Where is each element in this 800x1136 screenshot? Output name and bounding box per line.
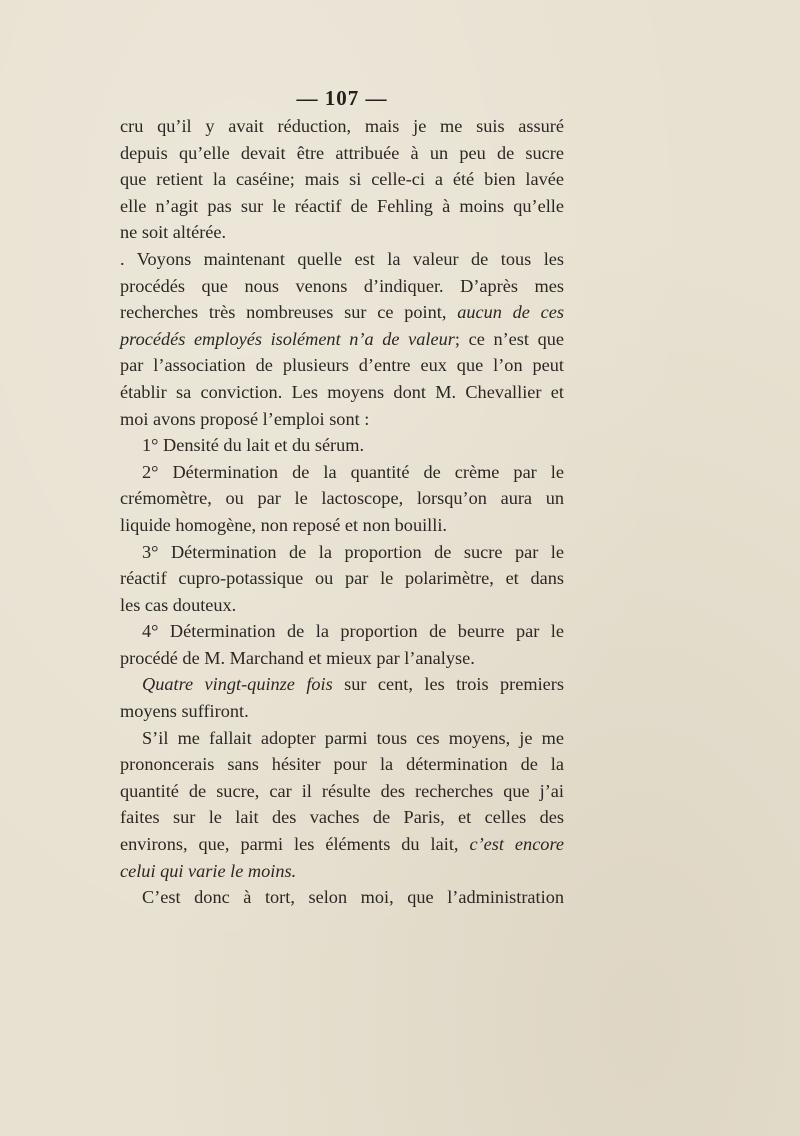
paragraph-start: C’est donc à tort, selon moi, que l’administration: [142, 887, 564, 908]
text-run: recherches très nombreuses sur ce point,: [120, 302, 447, 323]
text-line: [120, 326, 564, 353]
text-line: moyens suffiront.: [120, 701, 249, 722]
text-line: crémomètre, ou par le lactoscope, lorsqu’on aura un: [120, 488, 564, 509]
paragraph-start: . Voyons maintenant quelle est la valeur de tous les: [120, 248, 564, 269]
text-line: établir sa conviction. Les moyens dont M. Chevallier et: [120, 381, 564, 402]
text-line: cru qu’il y avait réduction, mais je me suis assuré: [120, 116, 564, 136]
text-line: elle n’agit pas sur le réactif de Fehling à moins qu’elle: [120, 195, 564, 216]
paragraph-start: S’il me fallait adopter parmi tous ces moyens, je me: [142, 727, 564, 748]
list-item-4: 4° Détermination de la proportion de beurre par le: [142, 621, 564, 642]
text-run: ; ce n’est que: [454, 328, 565, 349]
text-line: prononcerais sans hésiter pour la détermination de la: [120, 754, 564, 775]
text-line: liquide homogène, non reposé et non bouilli.: [120, 514, 447, 535]
page-number: — 107 —: [296, 86, 388, 110]
text-line: ne soit altérée.: [120, 222, 227, 243]
text-line: depuis qu’elle devait être attribuée à un peu de sucre: [120, 142, 564, 163]
list-item-1: 1° Densité du lait et du sérum.: [142, 435, 365, 456]
italic-run: celui qui varie le moins.: [120, 860, 297, 881]
text-line: les cas douteux.: [120, 594, 237, 615]
italic-run: Quatre vingt-quinze fois: [142, 674, 333, 695]
text-line: que retient la caséine; mais si celle-ci a été bien lavée: [120, 169, 564, 190]
text-line: [120, 299, 564, 326]
italic-run: procédés employés isolément n’a de valeur: [120, 328, 455, 349]
text-line: faites sur le lait des vaches de Paris, et celles des: [120, 807, 564, 828]
list-item-3: 3° Détermination de la proportion de sucre par le: [142, 541, 564, 562]
list-item-2: 2° Détermination de la quantité de crème par le: [142, 461, 564, 482]
text-line: procédés que nous venons d’indiquer. D’après mes: [120, 275, 564, 296]
italic-run: c’est encore: [469, 834, 564, 855]
text-line: moi avons proposé l’emploi sont :: [120, 408, 370, 429]
italic-run: aucun de ces: [457, 302, 564, 323]
paragraph-start: [120, 671, 564, 698]
body-text: [120, 113, 564, 911]
text-line: [120, 831, 564, 858]
text-line: par l’association de plusieurs d’entre eux que l’on peut: [120, 355, 564, 376]
text-run: environs, que, parmi les éléments du lait,: [120, 834, 459, 855]
text-line: quantité de sucre, car il résulte des recherches que j’ai: [120, 780, 564, 801]
text-line: [120, 858, 564, 885]
text-run: sur cent, les trois premiers: [344, 674, 564, 695]
text-line: réactif cupro-potassique ou par le polarimètre, et dans: [120, 568, 564, 589]
text-line: procédé de M. Marchand et mieux par l’analyse.: [120, 647, 475, 668]
